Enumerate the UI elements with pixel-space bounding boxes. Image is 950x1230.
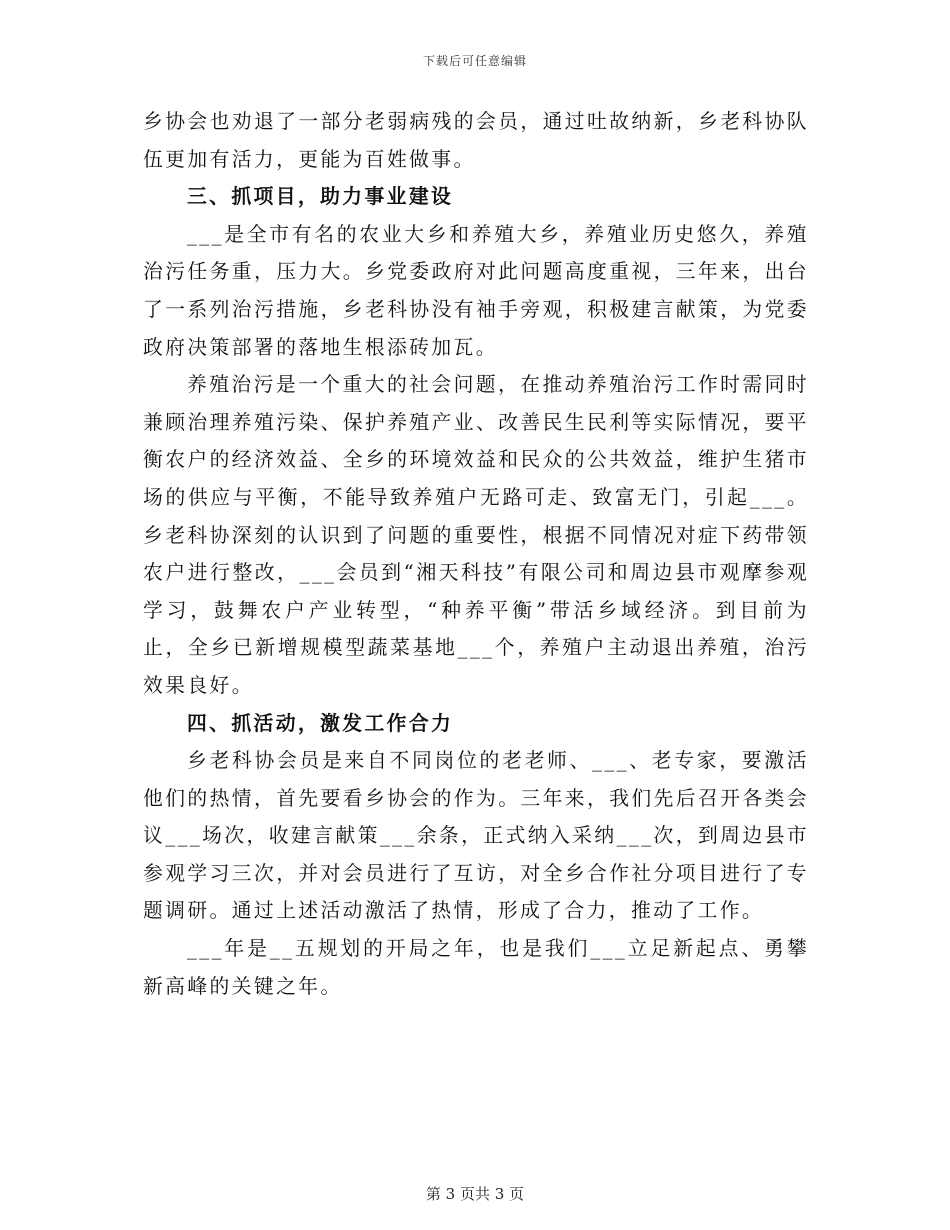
document-body [143, 103, 809, 1005]
page-number-footer: 第 3 页共 3 页 [425, 1185, 525, 1203]
section-heading-activities: 四、抓活动，激发工作合力 [187, 710, 454, 735]
paragraph: ___年是__五规划的开局之年，也是我们___立足新起点、勇攀新高峰的关键之年。 [143, 937, 809, 998]
page-header-note: 下载后可任意编辑 [422, 54, 527, 68]
paragraph: ___是全市有名的农业大乡和养殖大乡，养殖业历史悠久，养殖治污任务重，压力大。乡党委政府对此问题高度重视，三年来，出台了一系列治污措施，乡老科协没有袖手旁观，积极建言献策，为党委政府决策部署的落地生根添砖加瓦。 [143, 222, 809, 359]
paragraph: 乡老科协会员是来自不同岗位的老老师、___、老专家，要激活他们的热情，首先要看乡协会的作为。三年来，我们先后召开各类会议___场次，收建言献策___余条，正式纳入采纳___次，到周边县市参观学习三次，并对会员进行了互访，对全乡合作社分项目进行了专题调研。通过上述活动激活了热情，形成了合力，推动了工作。 [143, 749, 809, 923]
paragraph-continuation: 乡协会也劝退了一部分老弱病残的会员，通过吐故纳新，乡老科协队伍更加有活力，更能为百姓做事。 [143, 110, 809, 171]
paragraph: 养殖治污是一个重大的社会问题，在推动养殖治污工作时需同时兼顾治理养殖污染、保护养殖产业、改善民生民利等实际情况，要平衡农户的经济效益、全乡的环境效益和民众的公共效益，维护生猪市场的供应与平衡，不能导致养殖户无路可走、致富无门，引起___。乡老科协深刻的认识到了问题的重要性，根据不同情况对症下药带领农户进行整改，___会员到“湘天科技”有限公司和周边县市观摩参观学习，鼓舞农户产业转型，“种养平衡”带活乡域经济。到目前为止，全乡已新增规模型蔬菜基地___个，养殖户主动退出养殖，治污效果良好。 [143, 373, 809, 697]
section-heading-projects: 三、抓项目，助力事业建设 [187, 184, 454, 209]
